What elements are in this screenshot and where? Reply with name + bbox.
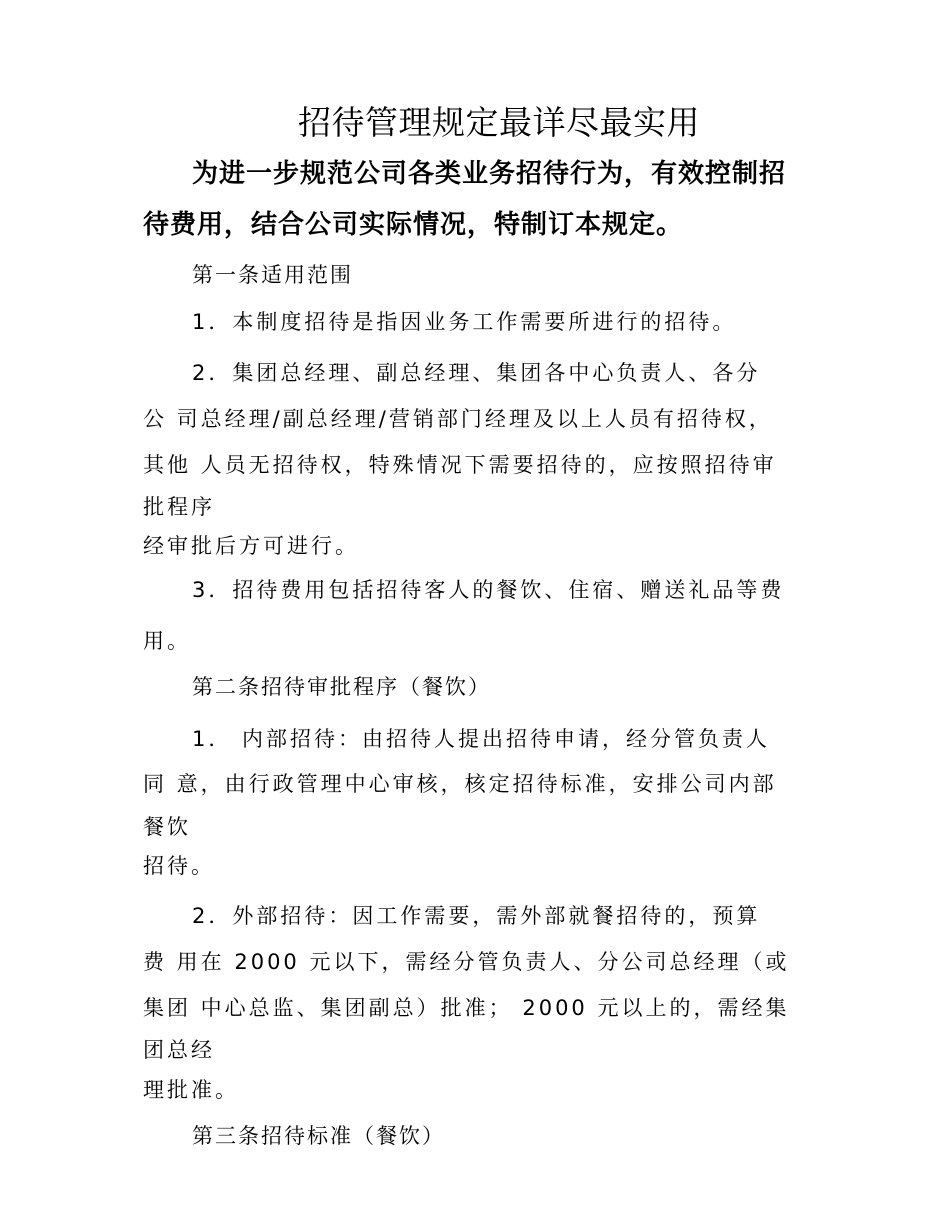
article-1-item-1-line-1: 1．本制度招待是指因业务工作需要所进行的招待。 <box>192 310 737 334</box>
article-2-item-2-line-3: 集团 中心总监、集团副总）批准； 2000 元以上的，需经集 <box>143 996 790 1020</box>
intro-line-1: 为进一步规范公司各类业务招待行为，有效控制招 <box>192 159 787 189</box>
article-2-item-1-line-3: 餐饮 <box>143 815 191 839</box>
article-1-item-3-line-2: 用。 <box>143 629 191 653</box>
article-1-item-3-line-1: 3．招待费用包括招待客人的餐饮、住宿、赠送礼品等费 <box>192 578 785 602</box>
document-title: 招待管理规定最详尽最实用 <box>298 103 700 142</box>
intro-line-2: 待费用，结合公司实际情况，特制订本规定。 <box>143 210 684 240</box>
article-2-item-1-line-2: 同 意，由行政管理中心审核，核定招待标准，安排公司内部 <box>143 772 777 796</box>
article-1-item-2-line-5: 经审批后方可进行。 <box>143 534 359 558</box>
article-2-item-1-line-4: 招待。 <box>143 854 215 878</box>
article-3-heading: 第三条招待标准（餐饮） <box>192 1124 445 1148</box>
article-2-item-2-line-1: 2．外部招待：因工作需要，需外部就餐招待的，预算 <box>192 904 761 928</box>
article-1-item-2-line-4: 批程序 <box>143 495 215 519</box>
article-2-heading: 第二条招待审批程序（餐饮） <box>192 675 491 699</box>
article-1-item-2-line-1: 2．集团总经理、副总经理、集团各中心负责人、各分 <box>192 361 761 385</box>
article-2-item-2-line-4: 团总经 <box>143 1038 215 1062</box>
article-2-item-1-line-1: 1． 内部招待：由招待人提出招待申请，经分管负责人 <box>192 727 771 751</box>
article-1-heading: 第一条适用范围 <box>192 263 353 287</box>
article-2-item-2-line-5: 理批准。 <box>143 1078 239 1102</box>
article-2-item-2-line-2: 费 用在 2000 元以下，需经分管负责人、分公司总经理（或 <box>143 950 790 974</box>
article-1-item-2-line-3: 其他 人员无招待权，特殊情况下需要招待的，应按照招待审 <box>143 453 777 477</box>
article-1-item-2-line-2: 公 司总经理/副总经理/营销部门经理及以上人员有招待权， <box>143 407 773 431</box>
